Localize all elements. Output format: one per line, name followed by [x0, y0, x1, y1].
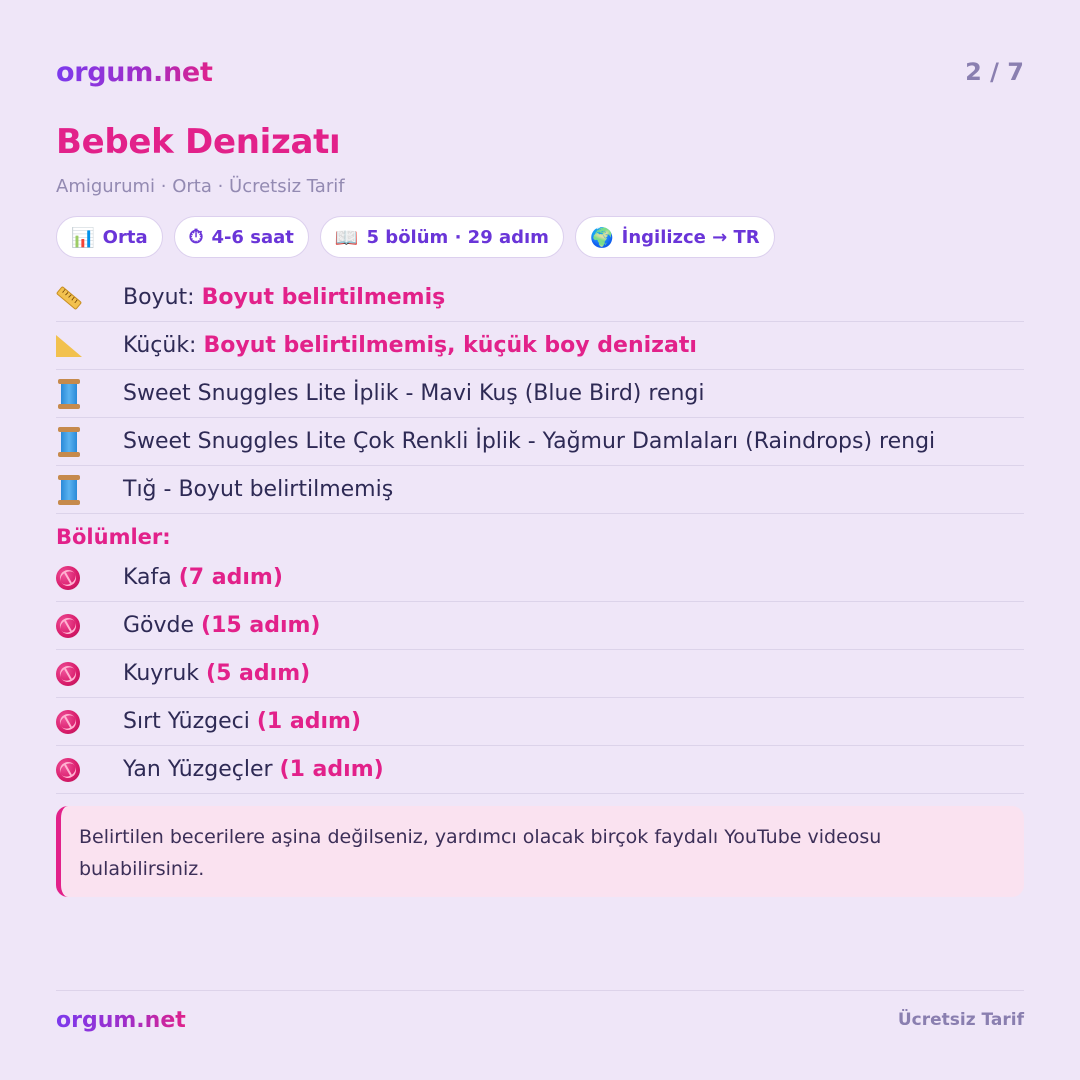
section-row[interactable]: [56, 650, 1024, 698]
section-row[interactable]: [56, 602, 1024, 650]
chip-difficulty: [56, 216, 163, 258]
material-text: Sweet Snuggles Lite Çok Renkli İplik - Yağmur Damlaları (Raindrops) rengi: [123, 429, 936, 454]
triangle-ruler-icon: [56, 335, 82, 357]
section-steps: (5 adım): [206, 661, 311, 686]
material-text: Tığ - Boyut belirtilmemiş: [123, 477, 394, 502]
section-row[interactable]: [56, 698, 1024, 746]
section-steps: (1 adım): [256, 709, 361, 734]
ruler-icon: [56, 285, 82, 309]
yarn-ball-icon: [56, 566, 80, 590]
material-row-small: [56, 322, 1024, 370]
materials-list: [56, 274, 1024, 514]
yarn-ball-icon: [56, 614, 80, 638]
thread-spool-icon: [61, 430, 77, 454]
recipe-title: Bebek Denizatı: [56, 122, 341, 162]
section-name: Kafa: [123, 565, 172, 590]
section-steps: (15 adım): [201, 613, 321, 638]
yarn-ball-icon: [56, 710, 80, 734]
globe-icon: 🌍: [589, 226, 614, 249]
material-text: Sweet Snuggles Lite İplik - Mavi Kuş (Blue Bird) rengi: [123, 381, 705, 406]
section-name: Kuyruk: [123, 661, 200, 686]
section-steps: (7 adım): [178, 565, 283, 590]
thread-spool-icon: [61, 478, 77, 502]
material-value: Boyut belirtilmemiş: [201, 285, 446, 310]
section-row[interactable]: [56, 746, 1024, 794]
material-row-yarn-2: [56, 418, 1024, 466]
recipe-subtitle: Amigurumi · Orta · Ücretsiz Tarif: [56, 176, 345, 197]
chip-label: İngilizce → TR: [621, 226, 760, 248]
material-value: Boyut belirtilmemiş, küçük boy denizatı: [203, 333, 697, 358]
chip-sections: [320, 216, 564, 258]
chip-label: Orta: [102, 226, 148, 248]
stopwatch-icon: ⏱: [188, 226, 204, 248]
thread-spool-icon: [61, 382, 77, 406]
footer: [56, 1005, 1024, 1035]
brand-logo[interactable]: orgum.net: [56, 56, 213, 88]
chip-label: 4-6 saat: [211, 226, 294, 248]
chip-duration: [174, 216, 309, 258]
header: [56, 52, 1024, 92]
section-name: Sırt Yüzgeci: [123, 709, 250, 734]
info-chips: [56, 216, 775, 258]
page-counter: 2 / 7: [965, 58, 1024, 86]
material-row-yarn-1: [56, 370, 1024, 418]
yarn-ball-icon: [56, 662, 80, 686]
tip-callout: Belirtilen becerilere aşina değilseniz, yardımcı olacak birçok faydalı YouTube videosu bulabilirsiniz.: [56, 806, 1024, 897]
yarn-ball-icon: [56, 758, 80, 782]
section-name: Yan Yüzgeçler: [123, 757, 273, 782]
material-row-size: [56, 274, 1024, 322]
material-row-hook: [56, 466, 1024, 514]
footer-divider: [56, 990, 1024, 991]
section-steps: (1 adım): [279, 757, 384, 782]
chip-label: 5 bölüm · 29 adım: [366, 226, 549, 248]
chip-language: [575, 216, 775, 258]
material-label: Küçük:: [123, 333, 197, 358]
open-book-icon: 📖: [334, 226, 359, 249]
section-name: Gövde: [123, 613, 195, 638]
material-label: Boyut:: [123, 285, 195, 310]
sections-list: [56, 554, 1024, 794]
sections-heading: Bölümler:: [56, 525, 171, 549]
footer-tag: Ücretsiz Tarif: [897, 1010, 1024, 1030]
bar-chart-icon: 📊: [71, 226, 95, 249]
section-row[interactable]: [56, 554, 1024, 602]
footer-brand[interactable]: orgum.net: [56, 1007, 186, 1033]
